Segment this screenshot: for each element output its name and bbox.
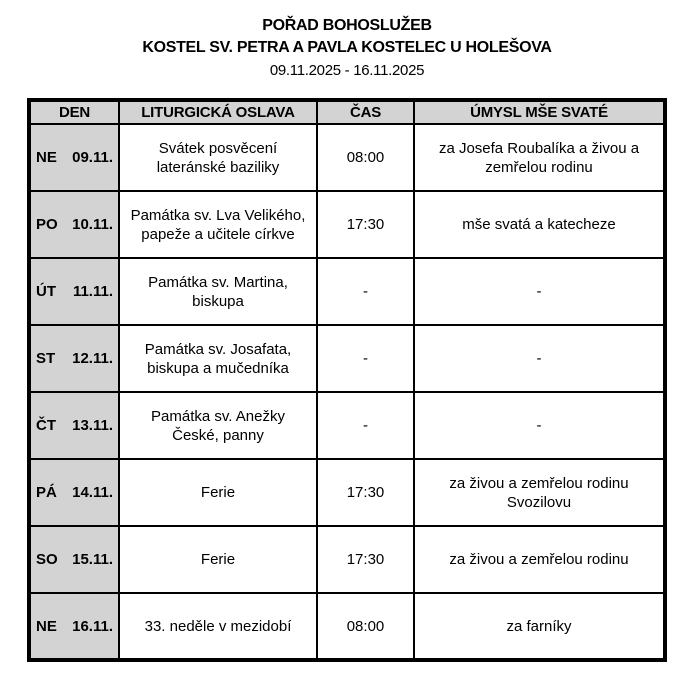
celebration-cell: 33. neděle v mezidobí bbox=[119, 593, 317, 660]
day-date: 14.11. bbox=[72, 484, 113, 501]
day-date: 15.11. bbox=[72, 551, 113, 568]
intention-cell: - bbox=[414, 325, 665, 392]
document-title: POŘAD BOHOSLUŽEB bbox=[262, 17, 432, 34]
day-abbrev: PÁ bbox=[36, 484, 57, 501]
day-date: 09.11. bbox=[72, 149, 113, 166]
day-cell bbox=[29, 392, 119, 459]
day-abbrev: NE bbox=[36, 149, 57, 166]
intention-cell: - bbox=[414, 392, 665, 459]
day-date: 11.11. bbox=[72, 283, 113, 300]
day-abbrev: ST bbox=[36, 350, 56, 367]
mass-schedule-table bbox=[27, 98, 667, 662]
header-intention: ÚMYSL MŠE SVATÉ bbox=[414, 100, 665, 124]
time-cell: - bbox=[317, 258, 414, 325]
table-row bbox=[29, 593, 665, 660]
day-cell bbox=[29, 526, 119, 593]
table-row bbox=[29, 258, 665, 325]
day-cell bbox=[29, 593, 119, 660]
day-date: 10.11. bbox=[72, 216, 113, 233]
header-row bbox=[29, 100, 665, 124]
intention-cell: za živou a zemřelou rodinu Svozilovu bbox=[414, 459, 665, 526]
day-date: 12.11. bbox=[72, 350, 113, 367]
time-cell: - bbox=[317, 392, 414, 459]
table-row bbox=[29, 191, 665, 258]
table-row bbox=[29, 392, 665, 459]
celebration-cell: Památka sv. Lva Velikého, papeže a učitele církve bbox=[119, 191, 317, 258]
celebration-cell: Památka sv. Josafata, biskupa a mučedníka bbox=[119, 325, 317, 392]
table-row bbox=[29, 124, 665, 191]
header-celebration: LITURGICKÁ OSLAVA bbox=[119, 100, 317, 124]
day-date: 13.11. bbox=[72, 417, 113, 434]
date-range: 09.11.2025 - 16.11.2025 bbox=[269, 62, 425, 79]
table-row bbox=[29, 526, 665, 593]
document-header bbox=[0, 0, 694, 82]
time-cell: 17:30 bbox=[317, 459, 414, 526]
celebration-cell: Ferie bbox=[119, 526, 317, 593]
day-abbrev: NE bbox=[36, 617, 57, 635]
day-cell bbox=[29, 258, 119, 325]
table-row bbox=[29, 325, 665, 392]
day-cell bbox=[29, 191, 119, 258]
intention-cell: - bbox=[414, 258, 665, 325]
day-abbrev: ÚT bbox=[36, 283, 56, 300]
day-abbrev: SO bbox=[36, 551, 58, 568]
day-abbrev: PO bbox=[36, 216, 58, 233]
day-cell bbox=[29, 124, 119, 191]
day-cell bbox=[29, 325, 119, 392]
intention-cell: mše svatá a katecheze bbox=[414, 191, 665, 258]
day-date: 16.11. bbox=[72, 617, 113, 635]
church-name: KOSTEL SV. PETRA A PAVLA KOSTELEC U HOLEŠOVA bbox=[142, 39, 552, 56]
celebration-cell: Památka sv. Anežky České, panny bbox=[119, 392, 317, 459]
time-cell: - bbox=[317, 325, 414, 392]
time-cell: 17:30 bbox=[317, 526, 414, 593]
time-cell: 08:00 bbox=[317, 124, 414, 191]
header-time: ČAS bbox=[317, 100, 414, 124]
intention-cell: za farníky bbox=[414, 593, 665, 660]
header-day: DEN bbox=[29, 100, 119, 124]
intention-cell: za Josefa Roubalíka a živou a zemřelou rodinu bbox=[414, 124, 665, 191]
time-cell: 17:30 bbox=[317, 191, 414, 258]
table-row bbox=[29, 459, 665, 526]
celebration-cell: Památka sv. Martina, biskupa bbox=[119, 258, 317, 325]
celebration-cell: Svátek posvěcení lateránské baziliky bbox=[119, 124, 317, 191]
time-cell: 08:00 bbox=[317, 593, 414, 660]
day-abbrev: ČT bbox=[36, 417, 56, 434]
day-cell bbox=[29, 459, 119, 526]
celebration-cell: Ferie bbox=[119, 459, 317, 526]
intention-cell: za živou a zemřelou rodinu bbox=[414, 526, 665, 593]
